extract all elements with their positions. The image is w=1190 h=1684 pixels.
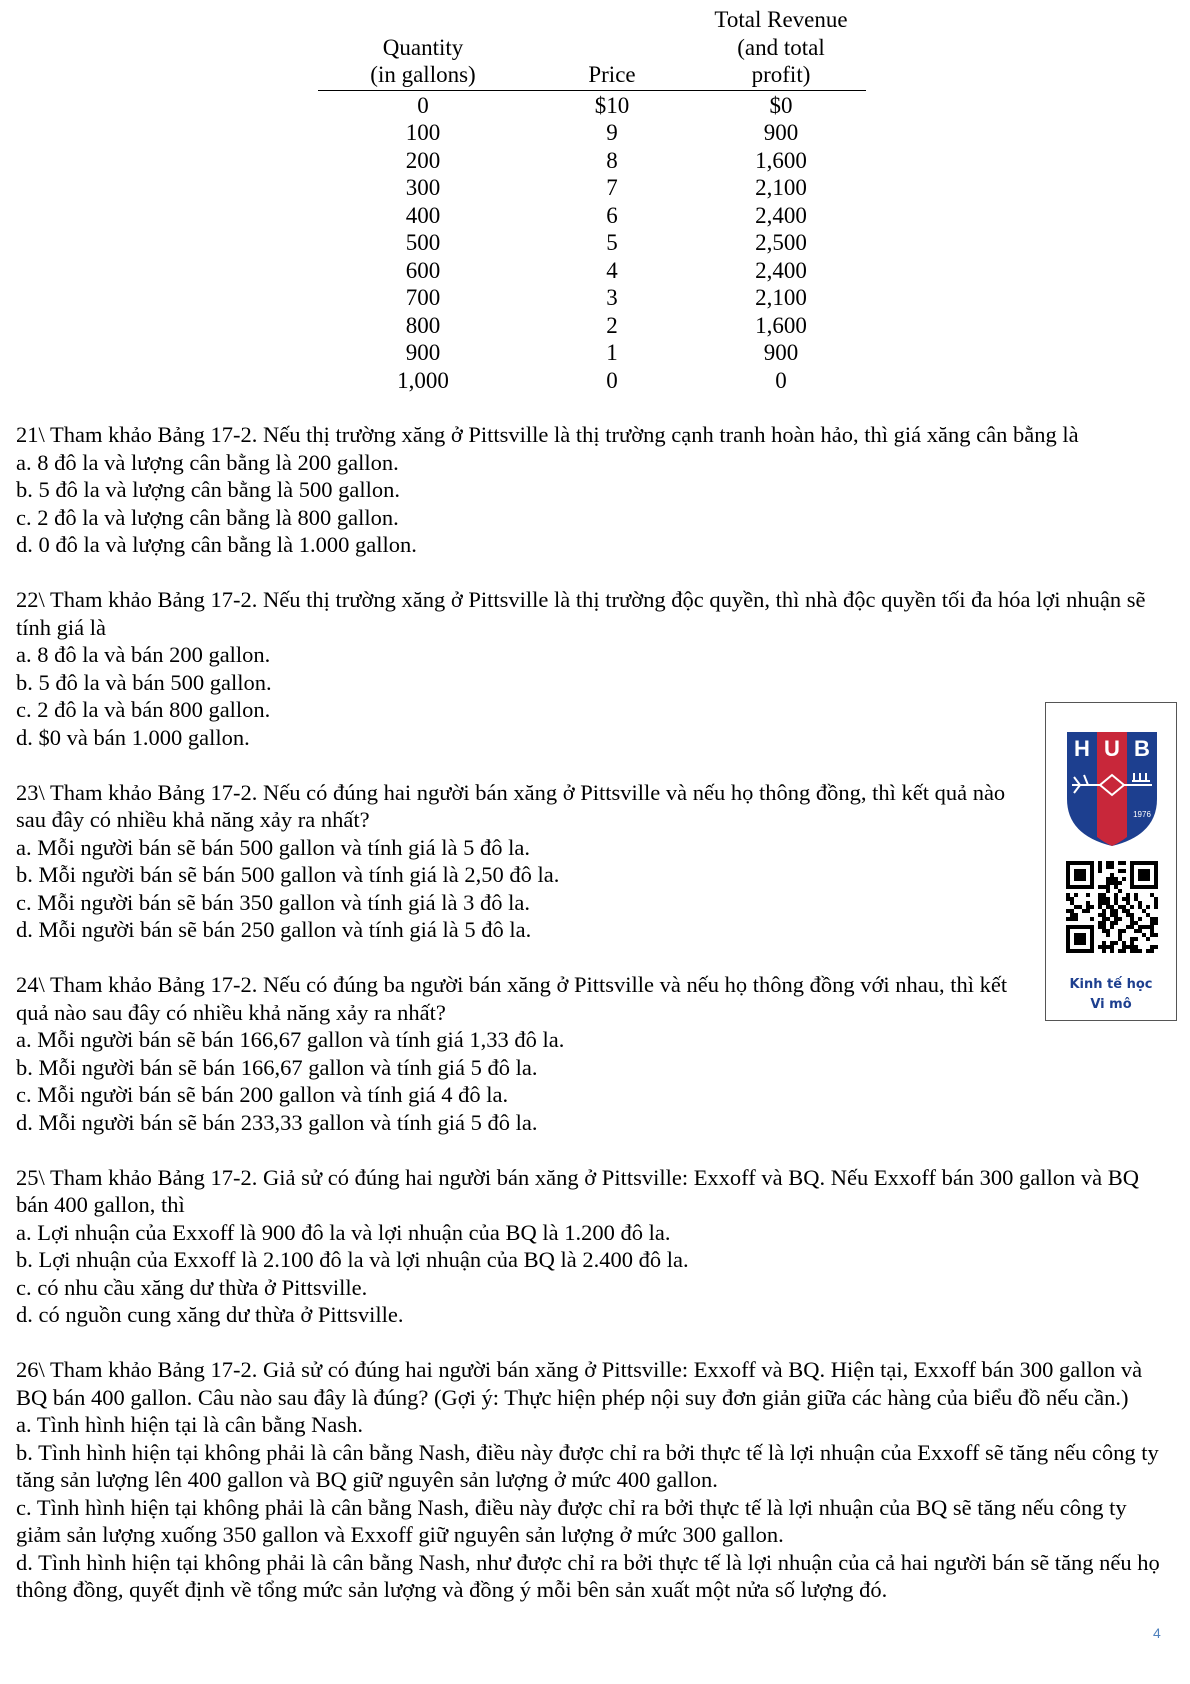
question-block: [16, 779, 1174, 944]
answer-option: b. Mỗi người bán sẽ bán 166,67 gallon và tính giá 5 đô la.: [16, 1054, 538, 1080]
cell-quantity: 200: [405, 147, 441, 173]
table-row: [318, 257, 866, 285]
table-row: [318, 202, 866, 230]
header-price: Price: [528, 6, 696, 90]
cell-quantity: 900: [405, 340, 441, 365]
answer-option: b. Mỗi người bán sẽ bán 500 gallon và tính giá là 2,50 đô la.: [16, 862, 560, 887]
cell-quantity: 300: [405, 175, 441, 200]
logo-year: 1976: [1133, 810, 1151, 819]
table-row: [318, 312, 866, 340]
table-header-row: [318, 6, 866, 90]
answer-option: b. Lợi nhuận của Exxoff là 2.100 đô la và lợi nhuận của BQ là 2.400 đô la.: [16, 1247, 689, 1272]
cell-price: 2: [606, 312, 618, 338]
cell-quantity: 700: [405, 285, 441, 310]
question-block: [16, 1164, 1174, 1329]
question-block: [16, 971, 1174, 1136]
cell-quantity: 800: [405, 312, 441, 338]
table-row: [318, 147, 866, 175]
question-block: [16, 586, 1174, 751]
answer-option: a. Lợi nhuận của Exxoff là 900 đô la và lợi nhuận của BQ là 1.200 đô la.: [16, 1219, 671, 1245]
cell-revenue: 2,100: [755, 285, 807, 310]
cell-quantity: 500: [405, 230, 441, 255]
cell-price: 8: [606, 147, 618, 173]
cell-revenue: 900: [763, 340, 799, 365]
cell-revenue: 1,600: [755, 147, 807, 173]
answer-option: a. 8 đô la và bán 200 gallon.: [16, 642, 271, 667]
question-text: 25\ Tham khảo Bảng 17-2. Giả sử có đúng hai người bán xăng ở Pittsville: Exxoff và BQ. Nếu Exxoff bán 300 gallon và BQ bán 400 gallon, thì: [16, 1164, 1140, 1217]
answer-option: d. Mỗi người bán sẽ bán 233,33 gallon và tính giá 5 đô la.: [16, 1109, 538, 1135]
header-quantity: Quantity (in gallons): [318, 6, 528, 90]
badge-caption-line-1: Kinh tế học: [1069, 977, 1153, 992]
badge-caption-line-2: Vi mô: [1090, 997, 1132, 1012]
answer-option: d. có nguồn cung xăng dư thừa ở Pittsville.: [16, 1302, 404, 1327]
cell-quantity: 100: [405, 120, 441, 145]
question-block: [16, 421, 1174, 559]
question-block: [16, 1356, 1174, 1604]
table-row: [318, 339, 866, 367]
answer-option: d. $0 và bán 1.000 gallon.: [16, 724, 250, 750]
cell-price: $10: [594, 92, 630, 118]
cell-revenue: 2,500: [755, 230, 807, 255]
question-list: [16, 421, 1174, 1631]
hub-badge: [1045, 702, 1177, 1021]
question-text: 24\ Tham khảo Bảng 17-2. Nếu có đúng ba người bán xăng ở Pittsville và nếu họ thông đồng với nhau, thì kết quả nào sau đây có nhiều khả năng xảy ra nhất?: [16, 972, 1008, 1025]
logo-letter-b: B: [1134, 736, 1150, 761]
page-number: 4: [1153, 1625, 1161, 1641]
table-row: [318, 119, 866, 147]
cell-price: 1: [606, 340, 618, 365]
cell-price: 5: [606, 230, 618, 255]
table-row: [318, 229, 866, 257]
revenue-table: [318, 6, 866, 394]
cell-revenue: $0: [769, 92, 793, 118]
cell-quantity: 0: [417, 92, 429, 118]
answer-option: a. Tình hình hiện tại là cân bằng Nash.: [16, 1412, 363, 1437]
table-row: [318, 90, 866, 119]
table-row: [318, 174, 866, 202]
cell-quantity: 1,000: [397, 367, 449, 393]
question-text: 26\ Tham khảo Bảng 17-2. Giả sử có đúng hai người bán xăng ở Pittsville: Exxoff và BQ. Hiện tại, Exxoff bán 300 gallon và BQ bán 400 gallon. Câu nào sau đây là đúng? (Gợi ý: Thực hiện phép nội suy đơn giản giữa các hàng của biểu đồ nếu cần.): [16, 1357, 1143, 1410]
answer-option: a. Mỗi người bán sẽ bán 166,67 gallon và tính giá 1,33 đô la.: [16, 1027, 565, 1052]
cell-price: 7: [606, 175, 618, 200]
cell-revenue: 2,100: [755, 175, 807, 200]
qr-code-icon: [1066, 861, 1158, 953]
cell-revenue: 900: [763, 120, 799, 145]
cell-revenue: 2,400: [755, 257, 807, 283]
logo-letter-u: U: [1104, 736, 1120, 761]
cell-revenue: 1,600: [755, 312, 807, 338]
question-text: 21\ Tham khảo Bảng 17-2. Nếu thị trường xăng ở Pittsville là thị trường cạnh tranh hoàn hảo, thì giá xăng cân bằng là: [16, 422, 1079, 447]
answer-option: c. 2 đô la và lượng cân bằng là 800 gallon.: [16, 504, 399, 530]
cell-price: 6: [606, 202, 618, 228]
answer-option: b. Tình hình hiện tại không phải là cân bằng Nash, điều này được chỉ ra bởi thực tế là lợi nhuận của Exxoff sẽ tăng nếu công ty tăng sản lượng lên 400 gallon và BQ giữ nguyên sản lượng ở mức 400 gallon.: [16, 1439, 1159, 1492]
answer-option: b. 5 đô la và lượng cân bằng là 500 gallon.: [16, 477, 401, 502]
cell-price: 3: [606, 285, 618, 310]
answer-option: b. 5 đô la và bán 500 gallon.: [16, 669, 272, 695]
answer-option: c. có nhu cầu xăng dư thừa ở Pittsville.: [16, 1274, 368, 1300]
answer-option: d. Mỗi người bán sẽ bán 250 gallon và tính giá là 5 đô la.: [16, 917, 532, 942]
cell-price: 9: [606, 120, 618, 145]
hub-shield-logo: [1064, 729, 1160, 849]
answer-option: c. Mỗi người bán sẽ bán 200 gallon và tính giá 4 đô la.: [16, 1082, 509, 1107]
cell-price: 4: [606, 257, 618, 283]
cell-price: 0: [606, 367, 618, 393]
answer-option: c. Mỗi người bán sẽ bán 350 gallon và tính giá là 3 đô la.: [16, 889, 530, 915]
cell-quantity: 400: [405, 202, 441, 228]
question-text: 23\ Tham khảo Bảng 17-2. Nếu có đúng hai người bán xăng ở Pittsville và nếu họ thông đồng, thì kết quả nào sau đây có nhiều khả năng xảy ra nhất?: [16, 779, 1006, 832]
answer-option: d. 0 đô la và lượng cân bằng là 1.000 gallon.: [16, 532, 417, 557]
answer-option: c. Tình hình hiện tại không phải là cân bằng Nash, điều này được chỉ ra bởi thực tế là lợi nhuận của BQ sẽ tăng nếu công ty giảm sản lượng xuống 350 gallon và Exxoff giữ nguyên sản lượng ở mức 300 gallon.: [16, 1494, 1127, 1547]
cell-revenue: 2,400: [755, 202, 807, 228]
cell-revenue: 0: [775, 367, 787, 393]
logo-letter-h: H: [1074, 736, 1090, 761]
question-text: 22\ Tham khảo Bảng 17-2. Nếu thị trường xăng ở Pittsville là thị trường độc quyền, thì nhà độc quyền tối đa hóa lợi nhuận sẽ tính giá là: [16, 587, 1146, 640]
table-row: [318, 284, 866, 312]
answer-option: a. Mỗi người bán sẽ bán 500 gallon và tính giá là 5 đô la.: [16, 834, 530, 860]
answer-option: a. 8 đô la và lượng cân bằng là 200 gallon.: [16, 449, 399, 475]
cell-quantity: 600: [405, 257, 441, 283]
answer-option: d. Tình hình hiện tại không phải là cân bằng Nash, như được chỉ ra bởi thực tế là lợi nhuận của cả hai người bán sẽ tăng nếu họ thông đồng, quyết định về tổng mức sản lượng và đồng ý mỗi bên sản xuất một nửa số lượng đó.: [16, 1549, 1160, 1602]
table-row: [318, 367, 866, 395]
answer-option: c. 2 đô la và bán 800 gallon.: [16, 697, 271, 722]
header-total-revenue: Total Revenue (and total profit): [696, 6, 866, 90]
